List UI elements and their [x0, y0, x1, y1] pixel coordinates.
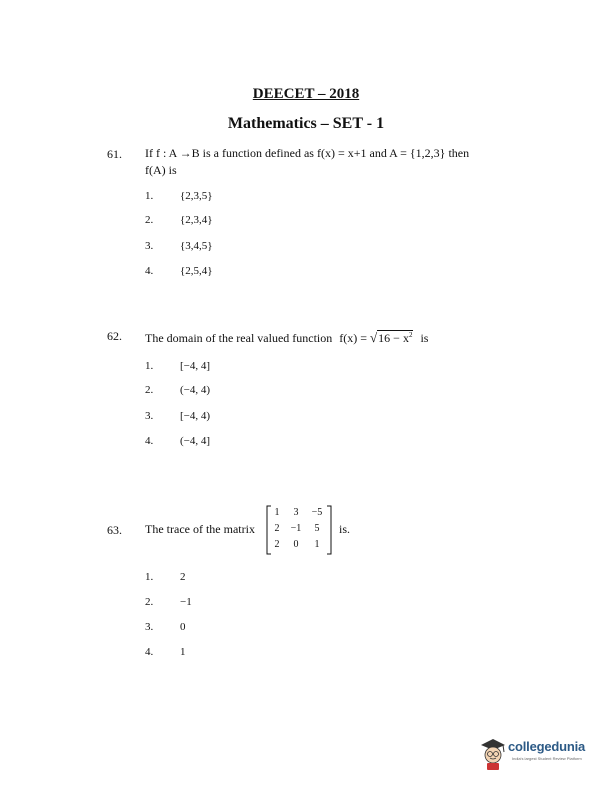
- question-62-text: [145, 327, 428, 347]
- student-mascot-icon: [478, 737, 508, 771]
- question-63-suffix: is.: [339, 522, 351, 536]
- q62-option-4-value: (−4, 4]: [180, 435, 211, 447]
- q63-option-1-number: 1.: [145, 571, 154, 583]
- logo-wordmark: collegedunia: [508, 739, 586, 754]
- question-61-text: [145, 145, 469, 179]
- question-61-number: 61.: [107, 147, 122, 161]
- q63-option-2-number: 2.: [145, 596, 154, 608]
- question-63-text: The trace of the matrix: [145, 522, 255, 536]
- matrix-cell-1-3: −5: [311, 507, 323, 518]
- q63-option-3-number: 3.: [145, 621, 154, 633]
- question-61-line1: If f : A →B is a function defined as f(x) = x+1 and A = {1,2,3} then: [145, 146, 470, 160]
- q61-option-3-number: 3.: [145, 240, 154, 252]
- question-62-stem: The domain of the real valued function: [145, 331, 333, 345]
- question-62-function-prefix: f(x) =: [339, 331, 368, 345]
- matrix-cell-1-1: 1: [274, 507, 280, 518]
- q61-option-1-value: {2,3,5}: [180, 190, 213, 202]
- question-63-number: 63.: [107, 523, 122, 537]
- q63-option-4-number: 4.: [145, 646, 154, 658]
- q62-option-1-number: 1.: [145, 360, 154, 372]
- logo-tagline: India's largest Student Review Platform: [512, 756, 582, 761]
- q61-option-1-number: 1.: [145, 190, 154, 202]
- matrix-cell-2-2: −1: [290, 523, 302, 534]
- q62-option-3-number: 3.: [145, 410, 154, 422]
- question-61-line2: f(A) is: [145, 163, 177, 177]
- radicand-exponent: 2: [408, 331, 413, 339]
- q62-option-2-number: 2.: [145, 384, 154, 396]
- collegedunia-logo: [478, 737, 596, 771]
- matrix-cell-2-1: 2: [274, 523, 280, 534]
- q63-option-4-value: 1: [180, 646, 186, 658]
- subject-title: Mathematics – SET - 1: [227, 115, 385, 132]
- q63-option-1-value: 2: [180, 571, 186, 583]
- exam-title: DEECET – 2018: [252, 86, 360, 102]
- q61-option-4-number: 4.: [145, 265, 154, 277]
- question-62-suffix: is: [420, 331, 429, 345]
- q62-option-2-value: (−4, 4): [180, 384, 211, 396]
- q63-option-3-value: 0: [180, 621, 186, 633]
- matrix-cell-3-1: 2: [274, 539, 280, 550]
- radicand-text: 16 − x: [378, 331, 409, 345]
- q62-option-1-value: [−4, 4]: [180, 360, 211, 372]
- q61-option-2-value: {2,3,4}: [180, 214, 213, 226]
- q61-option-4-value: {2,5,4}: [180, 265, 213, 277]
- matrix-cell-1-2: 3: [293, 507, 299, 518]
- question-62-number: 62.: [107, 329, 122, 343]
- q61-option-3-value: {3,4,5}: [180, 240, 213, 252]
- q62-option-4-number: 4.: [145, 435, 154, 447]
- q62-option-3-value: [−4, 4): [180, 410, 211, 422]
- matrix-cell-3-3: 1: [314, 539, 320, 550]
- sqrt-symbol: √: [370, 330, 378, 345]
- q61-option-2-number: 2.: [145, 214, 154, 226]
- matrix-cell-3-2: 0: [293, 539, 299, 550]
- q63-option-2-value: −1: [180, 596, 192, 608]
- matrix-cell-2-3: 5: [314, 523, 320, 534]
- matrix: [266, 505, 332, 555]
- sqrt-radicand: [377, 330, 413, 345]
